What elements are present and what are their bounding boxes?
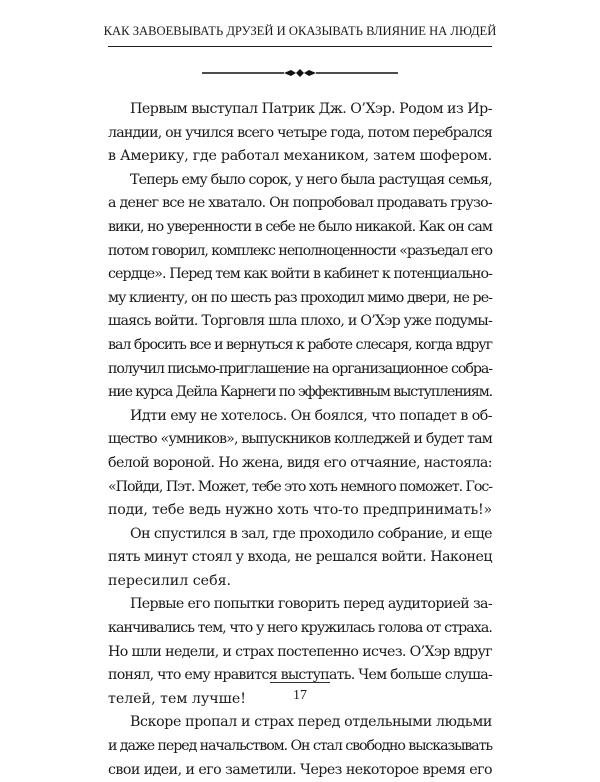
text-line: потом говорил, комплекс неполноценности «разъедал его bbox=[108, 242, 492, 259]
text-line: Теперь ему было сорок, у него была растущая семья, bbox=[130, 171, 492, 188]
text-line: а денег все не хватало. Он попробовал продавать грузо- bbox=[108, 195, 493, 212]
footer-rule bbox=[270, 682, 330, 683]
text-line: шаясь войти. Торговля шла плохо, и О’Хэр уже подумы- bbox=[108, 313, 493, 330]
text-line: Он спустился в зал, где проходило собрание, и еще bbox=[130, 525, 493, 542]
header-rule bbox=[108, 46, 492, 47]
text-line: Но шли недели, и страх постепенно исчез. О’Хэр вдруг bbox=[108, 643, 493, 660]
text-line: ландии, он учился всего четыре года, потом перебрался bbox=[108, 124, 492, 141]
text-line: белой вороной. Но жена, видя его отчаяние, настояла: bbox=[108, 454, 492, 471]
page-number: 17 bbox=[293, 688, 307, 703]
text-line: щество «умников», выпускников колледжей и будет там bbox=[108, 431, 492, 448]
text-line: свои идеи, и его заметили. Через некоторое время его bbox=[108, 761, 492, 778]
text-line: ние курса Дейла Карнеги по эффективным выступлениям. bbox=[108, 384, 492, 401]
body-text bbox=[108, 98, 492, 782]
text-line: вики, но уверенности в себе не было никакой. Как он сам bbox=[108, 218, 493, 235]
text-line: Первые его попытки говорить перед аудиторией за- bbox=[130, 596, 492, 613]
text-line: канчивались тем, что у него кружилась голова от страха. bbox=[108, 620, 492, 637]
text-line: понял, что ему нравится выступать. Чем больше слуша- bbox=[108, 667, 492, 684]
text-line: сердце». Перед тем как войти в кабинет к потенциально- bbox=[108, 266, 492, 283]
text-line: Первым выступал Патрик Дж. О’Хэр. Родом из Ир- bbox=[130, 101, 492, 117]
text-line: Вскоре пропал и страх перед отдельными людьми bbox=[130, 714, 492, 731]
text-line: получил письмо-приглашение на организационное собра- bbox=[108, 360, 493, 377]
text-line: вал бросить все и вернуться к работе слесаря, когда вдруг bbox=[108, 336, 493, 353]
text-line: и даже перед начальством. Он стал свободно высказывать bbox=[108, 738, 493, 755]
text-line: пять минут стоял у входа, не решался войти. Наконец bbox=[108, 549, 492, 566]
text-line: пересилил себя. bbox=[108, 572, 232, 589]
text-line: Идти ему не хотелось. Он боялся, что попадет в об- bbox=[130, 407, 492, 424]
text-line: му клиенту, он по шесть раз проходил мимо двери, не ре- bbox=[108, 289, 492, 306]
running-head: КАК ЗАВОЕВЫВАТЬ ДРУЗЕЙ И ОКАЗЫВАТЬ ВЛИЯНИЕ НА ЛЮДЕЙ bbox=[103, 24, 497, 38]
ornament-divider bbox=[200, 66, 400, 80]
text-line: телей, тем лучше! bbox=[108, 690, 246, 707]
text-line: в Америку, где работал механиком, затем шофером. bbox=[108, 148, 492, 165]
text-line: «Пойди, Пэт. Может, тебе это хоть немного поможет. Гос- bbox=[108, 478, 493, 495]
text-line: поди, тебе ведь нужно хоть что-то предпринимать!» bbox=[108, 502, 492, 519]
